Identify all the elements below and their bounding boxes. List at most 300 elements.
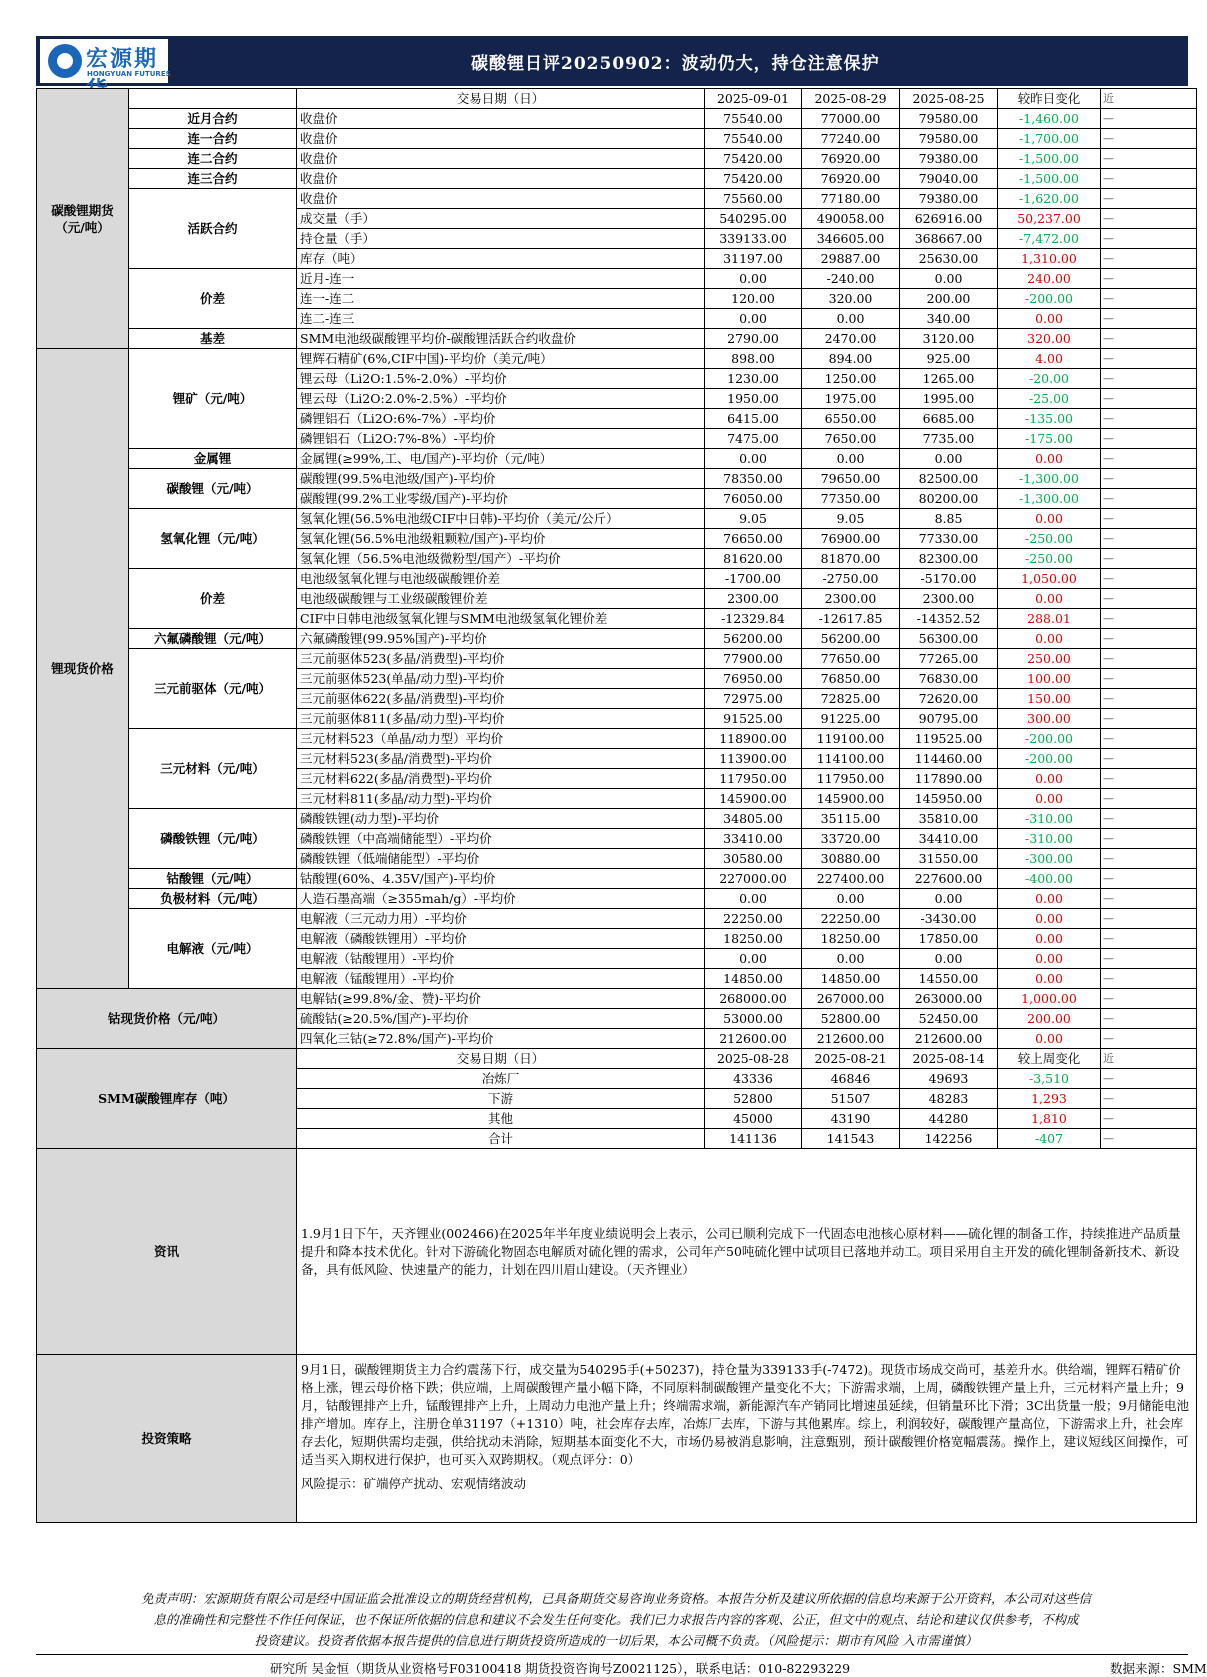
value-d3: 0.00	[900, 449, 998, 469]
trend-sparkline: —	[1101, 649, 1197, 669]
table-row	[37, 169, 1197, 189]
change-value: -3,510	[998, 1069, 1101, 1089]
value-d3: 1265.00	[900, 369, 998, 389]
value-d2: 114100.00	[802, 749, 900, 769]
value-d3: 0.00	[900, 889, 998, 909]
value-d2: 29887.00	[802, 249, 900, 269]
sub-contract: 连一合约	[129, 129, 297, 149]
item-label: 电解液（锰酸锂用）-平均价	[297, 969, 705, 989]
sub-hydroxide: 氢氧化锂（元/吨）	[129, 509, 297, 569]
value-d2: 14850.00	[802, 969, 900, 989]
value-d1: -1700.00	[705, 569, 802, 589]
value-d3: 368667.00	[900, 229, 998, 249]
trend-sparkline: —	[1101, 1129, 1197, 1149]
trend-sparkline: —	[1101, 989, 1197, 1009]
change-value: -200.00	[998, 749, 1101, 769]
table-row	[37, 269, 1197, 289]
value-d1: 75560.00	[705, 189, 802, 209]
table-row	[37, 349, 1197, 369]
trend-sparkline: —	[1101, 589, 1197, 609]
value-d2: 22250.00	[802, 909, 900, 929]
header-date-2: 2025-08-29	[802, 89, 900, 109]
value-d2: 72825.00	[802, 689, 900, 709]
value-d2: 2300.00	[802, 589, 900, 609]
table-row	[37, 329, 1197, 349]
change-value: 0.00	[998, 309, 1101, 329]
item-label: 磷锂铝石（Li2O:6%-7%）-平均价	[297, 409, 705, 429]
value-d2: 9.05	[802, 509, 900, 529]
value-d1: 0.00	[705, 269, 802, 289]
item-label: 连二-连三	[297, 309, 705, 329]
value-d1: 118900.00	[705, 729, 802, 749]
report-title: 碳酸锂日评20250902：波动仍大，持仓注意保护	[471, 54, 880, 74]
value-d3: 31550.00	[900, 849, 998, 869]
trend-sparkline: —	[1101, 129, 1197, 149]
value-d2: 6550.00	[802, 409, 900, 429]
value-d3: 56300.00	[900, 629, 998, 649]
value-d1: 227000.00	[705, 869, 802, 889]
change-value: 320.00	[998, 329, 1101, 349]
value-d1: 72975.00	[705, 689, 802, 709]
value-d1: 53000.00	[705, 1009, 802, 1029]
trend-sparkline: —	[1101, 309, 1197, 329]
table-row	[37, 109, 1197, 129]
trend-sparkline: —	[1101, 369, 1197, 389]
item-label: 成交量（手）	[297, 209, 705, 229]
disclaimer-line-3: 投资建议。投资者依据本报告提供的信息进行期货投资所造成的一切后果，本公司概不负责。（风险提示：期市有风险 入市需谨慎）	[254, 1633, 978, 1648]
value-d3: 80200.00	[900, 489, 998, 509]
trend-sparkline: —	[1101, 849, 1197, 869]
value-d1: 141136	[705, 1129, 802, 1149]
value-d3: 3120.00	[900, 329, 998, 349]
item-label: 硫酸钴(≥20.5%/国产)-平均价	[297, 1009, 705, 1029]
disclaimer	[36, 1588, 1196, 1651]
change-value: 1,050.00	[998, 569, 1101, 589]
value-d3: 212600.00	[900, 1029, 998, 1049]
trend-sparkline: —	[1101, 289, 1197, 309]
trend-sparkline: —	[1101, 689, 1197, 709]
value-d2: 894.00	[802, 349, 900, 369]
value-d2: 77650.00	[802, 649, 900, 669]
change-value: -250.00	[998, 549, 1101, 569]
trend-sparkline: —	[1101, 469, 1197, 489]
item-label: CIF中日韩电池级氢氧化锂与SMM电池级氢氧化锂价差	[297, 609, 705, 629]
trend-sparkline: —	[1101, 489, 1197, 509]
header-date-2: 2025-08-21	[802, 1049, 900, 1069]
value-d3: 90795.00	[900, 709, 998, 729]
change-value: 1,293	[998, 1089, 1101, 1109]
value-d1: 898.00	[705, 349, 802, 369]
value-d1: 34805.00	[705, 809, 802, 829]
value-d2: 0.00	[802, 309, 900, 329]
value-d3: 2300.00	[900, 589, 998, 609]
change-value: -250.00	[998, 529, 1101, 549]
trend-sparkline: —	[1101, 389, 1197, 409]
value-d2: 79650.00	[802, 469, 900, 489]
value-d3: 117890.00	[900, 769, 998, 789]
trend-sparkline: —	[1101, 209, 1197, 229]
item-label: 近月-连一	[297, 269, 705, 289]
change-value: -7,472.00	[998, 229, 1101, 249]
item-label: 收盘价	[297, 149, 705, 169]
item-label: 收盘价	[297, 189, 705, 209]
value-d3: -3430.00	[900, 909, 998, 929]
value-d1: 7475.00	[705, 429, 802, 449]
value-d1: 43336	[705, 1069, 802, 1089]
trend-sparkline: —	[1101, 969, 1197, 989]
value-d2: 212600.00	[802, 1029, 900, 1049]
value-d3: 76830.00	[900, 669, 998, 689]
trend-sparkline: —	[1101, 509, 1197, 529]
value-d3: 7735.00	[900, 429, 998, 449]
sub-ternary: 三元材料（元/吨）	[129, 729, 297, 809]
value-d2: 56200.00	[802, 629, 900, 649]
trend-sparkline: —	[1101, 429, 1197, 449]
sub-contract: 近月合约	[129, 109, 297, 129]
item-label: 电解钴(≥99.8%/金、赞)-平均价	[297, 989, 705, 1009]
item-label: 电池级氢氧化锂与电池级碳酸锂价差	[297, 569, 705, 589]
value-d2: 227400.00	[802, 869, 900, 889]
trend-sparkline: —	[1101, 629, 1197, 649]
value-d1: 268000.00	[705, 989, 802, 1009]
header-blank	[129, 89, 297, 109]
trend-sparkline: —	[1101, 949, 1197, 969]
sub-contract: 连二合约	[129, 149, 297, 169]
trend-sparkline: —	[1101, 789, 1197, 809]
sub-electrolyte: 电解液（元/吨）	[129, 909, 297, 989]
table-row	[37, 649, 1197, 669]
value-d2: 490058.00	[802, 209, 900, 229]
group-cobalt: 钴现货价格（元/吨）	[37, 989, 297, 1049]
item-label: 氢氧化锂(56.5%电池级粗颗粒/国产)-平均价	[297, 529, 705, 549]
value-d3: 6685.00	[900, 409, 998, 429]
value-d3: 79380.00	[900, 189, 998, 209]
table-row	[37, 989, 1197, 1009]
table-row	[37, 89, 1197, 109]
item-label: 电解液（三元动力用）-平均价	[297, 909, 705, 929]
value-d1: 0.00	[705, 309, 802, 329]
value-d1: 52800	[705, 1089, 802, 1109]
value-d2: 145900.00	[802, 789, 900, 809]
value-d1: 117950.00	[705, 769, 802, 789]
change-value: 150.00	[998, 689, 1101, 709]
item-label: 锂云母（Li2O:2.0%-2.5%）-平均价	[297, 389, 705, 409]
group-spot: 锂现货价格	[37, 349, 129, 989]
value-d2: 7650.00	[802, 429, 900, 449]
value-d2: 30880.00	[802, 849, 900, 869]
value-d3: 119525.00	[900, 729, 998, 749]
value-d2: 76920.00	[802, 169, 900, 189]
item-label: 碳酸锂(99.2%工业零级/国产)-平均价	[297, 489, 705, 509]
value-d1: -12329.84	[705, 609, 802, 629]
value-d3: 34410.00	[900, 829, 998, 849]
sub-metal: 金属锂	[129, 449, 297, 469]
value-d1: 78350.00	[705, 469, 802, 489]
item-label: 其他	[297, 1109, 705, 1129]
change-value: 0.00	[998, 889, 1101, 909]
header-date-1: 2025-08-28	[705, 1049, 802, 1069]
value-d3: 44280	[900, 1109, 998, 1129]
change-value: -407	[998, 1129, 1101, 1149]
change-value: -1,300.00	[998, 489, 1101, 509]
table-row	[37, 149, 1197, 169]
disclaimer-line-1: 免责声明：宏源期货有限公司是经中国证监会批准设立的期货经营机构，已具备期货交易咨询业务资格。本报告分析及建议所依据的信息均来源于公开资料，本公司对这些信	[140, 1591, 1091, 1606]
header-label: 交易日期（日）	[297, 1049, 705, 1069]
item-label: 三元材料622(多晶/消费型)-平均价	[297, 769, 705, 789]
item-label: 六氟磷酸锂(99.95%国产)-平均价	[297, 629, 705, 649]
change-value: -25.00	[998, 389, 1101, 409]
value-d3: 626916.00	[900, 209, 998, 229]
item-label: 磷酸铁锂（中高端储能型）-平均价	[297, 829, 705, 849]
item-label: 收盘价	[297, 109, 705, 129]
change-value: -400.00	[998, 869, 1101, 889]
value-d1: 76050.00	[705, 489, 802, 509]
change-value: -1,500.00	[998, 149, 1101, 169]
item-label: 三元材料523（单晶/动力型）平均价	[297, 729, 705, 749]
item-label: 人造石墨高端（≥355mah/g）-平均价	[297, 889, 705, 909]
item-label: 四氧化三钴(≥72.8%/国产)-平均价	[297, 1029, 705, 1049]
footer-researcher: 研究所 吴金恒（期货从业资格号F03100418 期货投资咨询号Z0021125），联系电话：010-82293229	[270, 1661, 851, 1676]
value-d1: 113900.00	[705, 749, 802, 769]
value-d1: 45000	[705, 1109, 802, 1129]
header-change: 较昨日变化	[998, 89, 1101, 109]
strategy-label: 投资策略	[37, 1355, 297, 1523]
value-d1: 145900.00	[705, 789, 802, 809]
header-date-3: 2025-08-14	[900, 1049, 998, 1069]
strategy-cell	[297, 1355, 1197, 1523]
strategy-text: 9月1日，碳酸锂期货主力合约震荡下行，成交量为540295手(+50237)，持仓量为339133手(-7472)。现货市场成交尚可，基差升水。供给端，锂辉石精矿价格上涨，锂云母价格下跌；供应端，上周碳酸锂产量小幅下降，不同原料制碳酸锂产量变化不大；下游需求端，上周，磷酸铁锂产量上升，三元材料产量上升；9月，钴酸锂排产上升，锰酸锂排产上升，上周动力电池产量上升；终端需求端，新能源汽车产销同比增速虽延续，但销量环比下滑；3C出货量一般；9月储能电池排产增加。库存上，注册仓单31197（+1310）吨，社会库存去库，冶炼厂去库，下游与其他累库。综上，利润较好，碳酸锂产量高位，下游需求上升，社会库存去化，短期供需均走强，供给扰动未消除，短期基本面变化不大，市场仍易被消息影响，注意甄别，预计碳酸锂价格宽幅震荡。操作上，建议短线区间操作，可适当买入期权进行保护，也可买入双跨期权。（观点评分：0）	[301, 1362, 1189, 1467]
change-value: 300.00	[998, 709, 1101, 729]
value-d2: 1975.00	[802, 389, 900, 409]
trend-sparkline: —	[1101, 609, 1197, 629]
trend-sparkline: —	[1101, 729, 1197, 749]
table-row	[37, 1355, 1197, 1523]
table-row	[37, 189, 1197, 209]
trend-sparkline: —	[1101, 449, 1197, 469]
change-value: 0.00	[998, 949, 1101, 969]
footer-source: 数据来源：SMM	[1110, 1661, 1207, 1676]
change-value: 0.00	[998, 629, 1101, 649]
value-d1: 9.05	[705, 509, 802, 529]
value-d3: 77265.00	[900, 649, 998, 669]
value-d3: 77330.00	[900, 529, 998, 549]
value-d2: 52800.00	[802, 1009, 900, 1029]
value-d2: 76900.00	[802, 529, 900, 549]
trend-sparkline: —	[1101, 1009, 1197, 1029]
change-value: 0.00	[998, 789, 1101, 809]
trend-sparkline: —	[1101, 669, 1197, 689]
value-d1: 75420.00	[705, 149, 802, 169]
change-value: 0.00	[998, 969, 1101, 989]
value-d2: -240.00	[802, 269, 900, 289]
logo-en-text: HONGYUAN FUTURES	[87, 70, 171, 78]
trend-sparkline: —	[1101, 249, 1197, 269]
value-d3: 52450.00	[900, 1009, 998, 1029]
value-d2: 117950.00	[802, 769, 900, 789]
value-d2: 2470.00	[802, 329, 900, 349]
value-d1: 22250.00	[705, 909, 802, 929]
table-row	[37, 1149, 1197, 1355]
value-d1: 75540.00	[705, 129, 802, 149]
value-d3: 200.00	[900, 289, 998, 309]
header-trend: 近	[1101, 1049, 1197, 1069]
table-row	[37, 469, 1197, 489]
trend-sparkline: —	[1101, 1089, 1197, 1109]
table-row	[37, 729, 1197, 749]
value-d1: 120.00	[705, 289, 802, 309]
value-d1: 91525.00	[705, 709, 802, 729]
change-value: -310.00	[998, 809, 1101, 829]
value-d1: 33410.00	[705, 829, 802, 849]
trend-sparkline: —	[1101, 169, 1197, 189]
footer-divider	[36, 1654, 1188, 1655]
value-d1: 0.00	[705, 889, 802, 909]
value-d3: 8.85	[900, 509, 998, 529]
item-label: 三元前驱体811(多晶/动力型)-平均价	[297, 709, 705, 729]
change-value: -200.00	[998, 729, 1101, 749]
change-value: -310.00	[998, 829, 1101, 849]
header-date-1: 2025-09-01	[705, 89, 802, 109]
value-d2: 33720.00	[802, 829, 900, 849]
logo-mark-icon	[48, 44, 82, 78]
report-table	[36, 88, 1197, 1523]
value-d1: 77900.00	[705, 649, 802, 669]
value-d3: 25630.00	[900, 249, 998, 269]
value-d2: -2750.00	[802, 569, 900, 589]
trend-sparkline: —	[1101, 189, 1197, 209]
table-row	[37, 809, 1197, 829]
report-header	[36, 36, 1188, 86]
value-d1: 76650.00	[705, 529, 802, 549]
value-d2: 119100.00	[802, 729, 900, 749]
value-d3: 227600.00	[900, 869, 998, 889]
trend-sparkline: —	[1101, 709, 1197, 729]
trend-sparkline: —	[1101, 829, 1197, 849]
item-label: 连一-连二	[297, 289, 705, 309]
item-label: 合计	[297, 1129, 705, 1149]
value-d1: 1950.00	[705, 389, 802, 409]
value-d3: 79580.00	[900, 129, 998, 149]
change-value: 100.00	[998, 669, 1101, 689]
table-row	[37, 1049, 1197, 1069]
value-d1: 6415.00	[705, 409, 802, 429]
change-value: 50,237.00	[998, 209, 1101, 229]
change-value: 0.00	[998, 589, 1101, 609]
item-label: 三元材料811(多晶/动力型)-平均价	[297, 789, 705, 809]
table-row	[37, 869, 1197, 889]
item-label: 三元前驱体523(单晶/动力型)-平均价	[297, 669, 705, 689]
sub-lco: 钴酸锂（元/吨）	[129, 869, 297, 889]
trend-sparkline: —	[1101, 1029, 1197, 1049]
change-value: -1,300.00	[998, 469, 1101, 489]
value-d3: 82300.00	[900, 549, 998, 569]
value-d1: 1230.00	[705, 369, 802, 389]
value-d1: 75420.00	[705, 169, 802, 189]
change-value: 0.00	[998, 909, 1101, 929]
sub-spread: 价差	[129, 569, 297, 629]
value-d2: 76850.00	[802, 669, 900, 689]
news-text: 1.9月1日下午，天齐锂业(002466)在2025年半年度业绩说明会上表示，公司已顺利完成下一代固态电池核心原材料——硫化锂的制备工作，持续推进产品质量提升和降本技术优化。针对下游硫化物固态电解质对硫化锂的需求，公司年产50吨硫化锂中试项目已落地并动工。项目采用自主开发的硫化锂制备新技术、新设备，具有低风险、快速量产的能力，计划在四川眉山建设。（天齐锂业）	[297, 1149, 1197, 1355]
company-logo	[40, 39, 171, 83]
trend-sparkline: —	[1101, 149, 1197, 169]
sub-active-contract: 活跃合约	[129, 189, 297, 269]
value-d2: 0.00	[802, 449, 900, 469]
value-d3: 79040.00	[900, 169, 998, 189]
value-d2: 46846	[802, 1069, 900, 1089]
value-d2: 320.00	[802, 289, 900, 309]
value-d3: 72620.00	[900, 689, 998, 709]
table-row	[37, 889, 1197, 909]
trend-sparkline: —	[1101, 889, 1197, 909]
table-row	[37, 509, 1197, 529]
item-label: 锂云母（Li2O:1.5%-2.0%）-平均价	[297, 369, 705, 389]
item-label: 三元材料523(多晶/消费型)-平均价	[297, 749, 705, 769]
sub-carbonate: 碳酸锂（元/吨）	[129, 469, 297, 509]
value-d3: 0.00	[900, 269, 998, 289]
logo-cn-text: 宏源期	[86, 47, 159, 72]
value-d1: 76950.00	[705, 669, 802, 689]
value-d3: 82500.00	[900, 469, 998, 489]
header-date-3: 2025-08-25	[900, 89, 998, 109]
item-label: 钴酸锂(60%、4.35V/国产)-平均价	[297, 869, 705, 889]
table-row	[37, 129, 1197, 149]
value-d2: 0.00	[802, 889, 900, 909]
value-d2: 0.00	[802, 949, 900, 969]
trend-sparkline: —	[1101, 409, 1197, 429]
change-value: 4.00	[998, 349, 1101, 369]
value-d2: 141543	[802, 1129, 900, 1149]
item-label: 持仓量（手）	[297, 229, 705, 249]
change-value: -1,700.00	[998, 129, 1101, 149]
item-label: 金属锂(≥99%,工、电/国产)-平均价（元/吨）	[297, 449, 705, 469]
value-d1: 339133.00	[705, 229, 802, 249]
value-d1: 18250.00	[705, 929, 802, 949]
item-label: 碳酸锂(99.5%电池级/国产)-平均价	[297, 469, 705, 489]
sub-anode: 负极材料（元/吨）	[129, 889, 297, 909]
value-d2: 77350.00	[802, 489, 900, 509]
value-d3: 79580.00	[900, 109, 998, 129]
value-d3: -5170.00	[900, 569, 998, 589]
value-d3: 340.00	[900, 309, 998, 329]
trend-sparkline: —	[1101, 109, 1197, 129]
item-label: 氢氧化锂(56.5%电池级CIF中日韩)-平均价（美元/公斤）	[297, 509, 705, 529]
item-label: 库存（吨）	[297, 249, 705, 269]
value-d3: 35810.00	[900, 809, 998, 829]
change-value: -1,620.00	[998, 189, 1101, 209]
value-d1: 81620.00	[705, 549, 802, 569]
change-value: 0.00	[998, 509, 1101, 529]
item-label: SMM电池级碳酸锂平均价-碳酸锂活跃合约收盘价	[297, 329, 705, 349]
change-value: 288.01	[998, 609, 1101, 629]
trend-sparkline: —	[1101, 929, 1197, 949]
change-value: -300.00	[998, 849, 1101, 869]
value-d1: 56200.00	[705, 629, 802, 649]
item-label: 电池级碳酸锂与工业级碳酸锂价差	[297, 589, 705, 609]
item-label: 下游	[297, 1089, 705, 1109]
sub-lipf6: 六氟磷酸锂（元/吨）	[129, 629, 297, 649]
value-d2: 43190	[802, 1109, 900, 1129]
value-d3: 925.00	[900, 349, 998, 369]
value-d2: 77180.00	[802, 189, 900, 209]
value-d3: -14352.52	[900, 609, 998, 629]
value-d2: 1250.00	[802, 369, 900, 389]
value-d1: 2790.00	[705, 329, 802, 349]
trend-sparkline: —	[1101, 269, 1197, 289]
value-d3: 142256	[900, 1129, 998, 1149]
trend-sparkline: —	[1101, 569, 1197, 589]
change-value: 1,000.00	[998, 989, 1101, 1009]
value-d2: 77240.00	[802, 129, 900, 149]
